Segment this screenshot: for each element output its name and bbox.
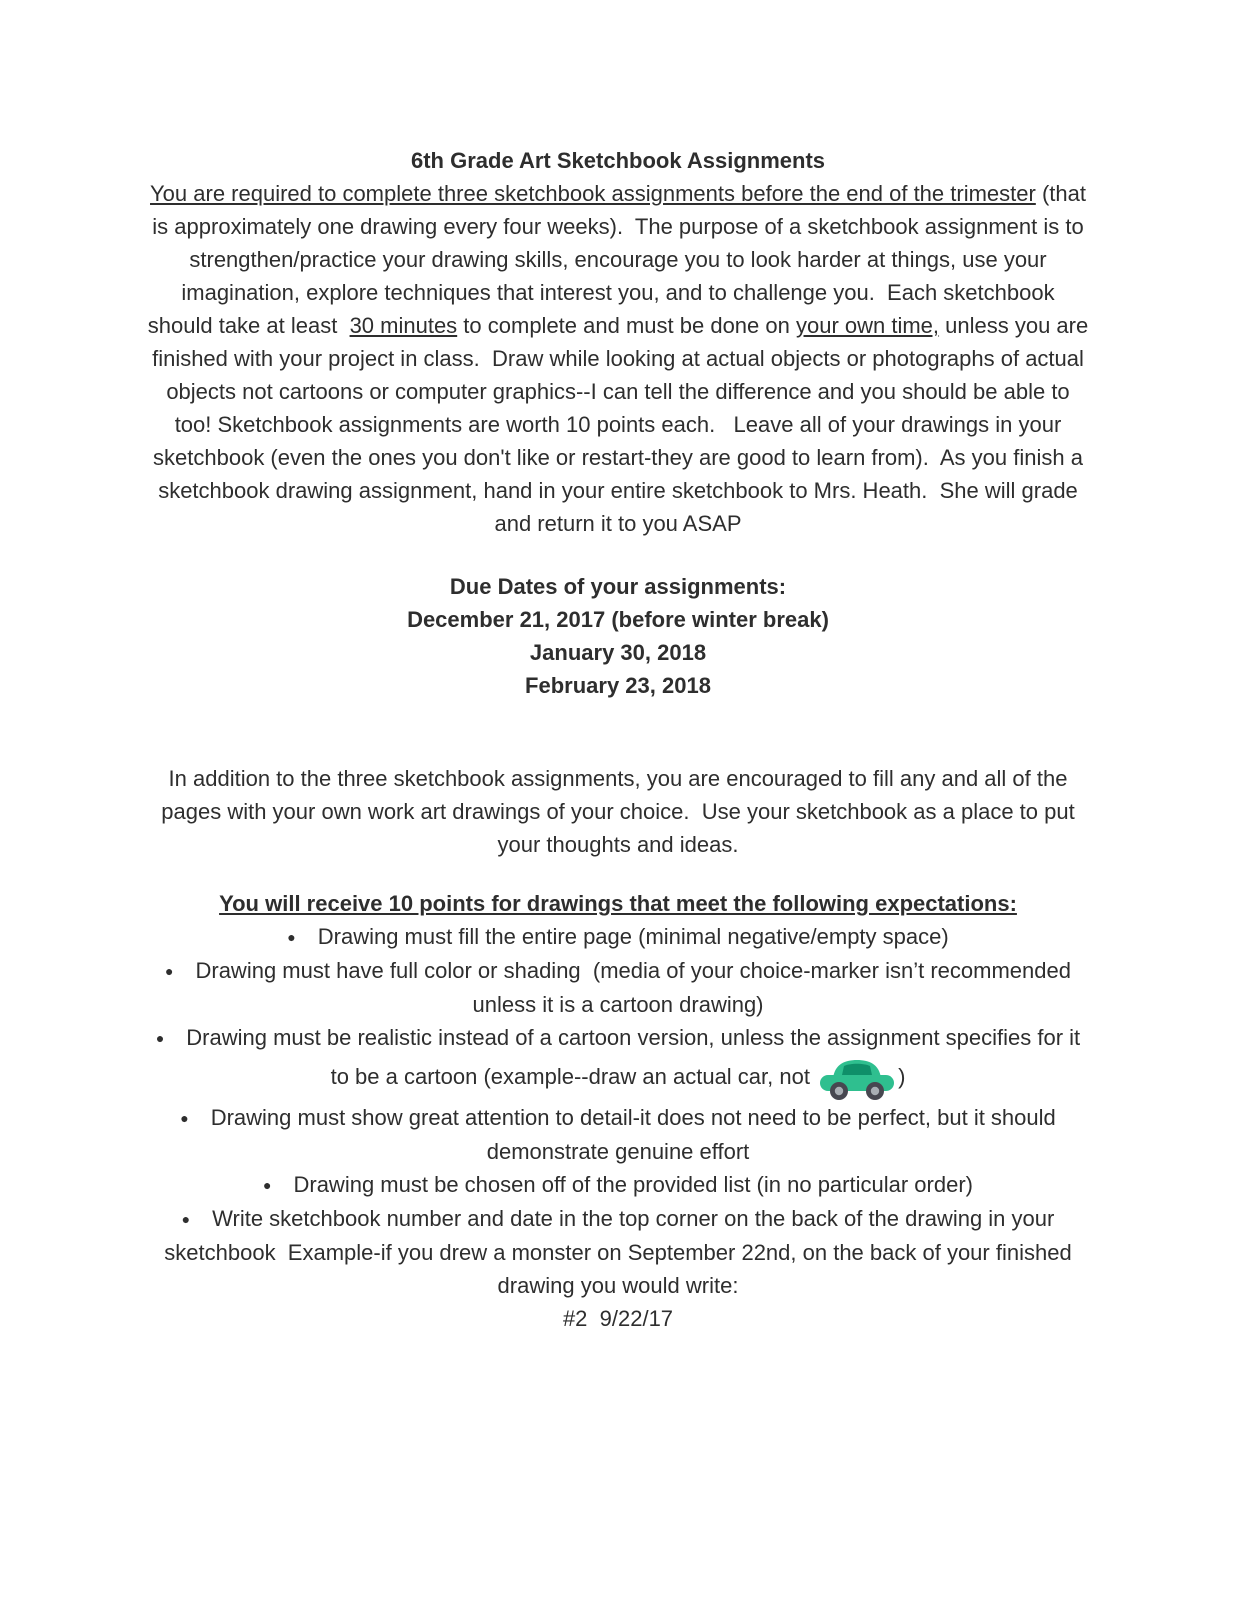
intro-underlined-own-time: your own time, xyxy=(795,313,940,338)
document-title: 6th Grade Art Sketchbook Assignments xyxy=(410,148,825,173)
intro-text: unless you are finished with your project in class. Draw while looking at actual objects or photographs of actual objects not cartoons or computer graphics--I can tell the difference and you should be able to too! Sketchbook assignments are worth 10 points each. Leave all of your drawings in your sketchbook (even the ones you don't like or restart-they are good to learn from). As you finish a sketchbook drawing assignment, hand in your entire sketchbook to Mrs. Heath. She will grade and return it to you ASAP xyxy=(152,313,1095,536)
bullet-marker: ● xyxy=(181,1211,191,1227)
expectation-item-5 xyxy=(146,1168,1090,1202)
intro-text: to complete and must be done on xyxy=(457,313,796,338)
expectation-text: Write sketchbook number and date in the top corner on the back of the drawing in your sketchbook Example-if you drew a monster on September 22nd, on the back of your finished drawing you would write: xyxy=(164,1206,1078,1298)
expectation-text: Drawing must fill the entire page (minimal negative/empty space) xyxy=(317,924,949,949)
bullet-marker: ● xyxy=(263,1177,272,1193)
due-date-2: January 30, 2018 xyxy=(529,640,707,665)
due-dates-heading: Due Dates of your assignments: xyxy=(449,574,787,599)
due-date-3: February 23, 2018 xyxy=(525,673,711,698)
intro-paragraph xyxy=(146,177,1095,540)
car-emoji-icon xyxy=(819,1055,895,1101)
bullet-marker: ● xyxy=(180,1110,189,1126)
due-date-1: December 21, 2017 (before winter break) xyxy=(407,607,829,632)
expectation-item-1 xyxy=(146,920,1090,954)
expectation-text: Drawing must show great attention to detail-it does not need to be perfect, but it should demonstrate genuine effort xyxy=(210,1105,1062,1164)
expectation-item-2 xyxy=(146,954,1090,1021)
intro-text: (that is approximately one drawing every four weeks). The purpose of a sketchbook assignment is to strengthen/practice your drawing skills, encourage you to look harder at things, use your imagination, explore techniques that interest you, and to challenge you. Each sketchbook should take at least xyxy=(147,181,1093,338)
expectation-text: Drawing must have full color or shading (media of your choice-marker isn’t recommended unless it is a cartoon drawing) xyxy=(195,958,1078,1017)
additional-paragraph: In addition to the three sketchbook assignments, you are encouraged to fill any and all of the pages with your own work art drawings of your choice. Use your sketchbook as a place to put your thoughts and ideas. xyxy=(161,766,1081,857)
expectation-text: Drawing must be realistic instead of a cartoon version, unless the assignment specifies for it to be a cartoon (example--draw an actual car, not xyxy=(186,1025,1087,1089)
intro-underlined-30-minutes: 30 minutes xyxy=(349,313,458,338)
bullet-marker: ● xyxy=(155,1030,165,1046)
expectation-text: ) xyxy=(898,1063,906,1089)
expectation-item-3 xyxy=(146,1021,1090,1101)
example-notation: #2 9/22/17 xyxy=(562,1306,674,1331)
expectation-text: Drawing must be chosen off of the provided list (in no particular order) xyxy=(293,1172,973,1197)
intro-underlined-requirement: You are required to complete three sketchbook assignments before the end of the trimester xyxy=(150,181,1036,206)
bullet-marker: ● xyxy=(165,963,174,979)
bullet-marker: ● xyxy=(287,929,296,945)
expectations-heading: You will receive 10 points for drawings that meet the following expectations: xyxy=(219,891,1017,916)
car-window xyxy=(842,1064,872,1075)
expectation-item-4 xyxy=(146,1101,1090,1168)
expectation-item-6 xyxy=(146,1202,1090,1302)
